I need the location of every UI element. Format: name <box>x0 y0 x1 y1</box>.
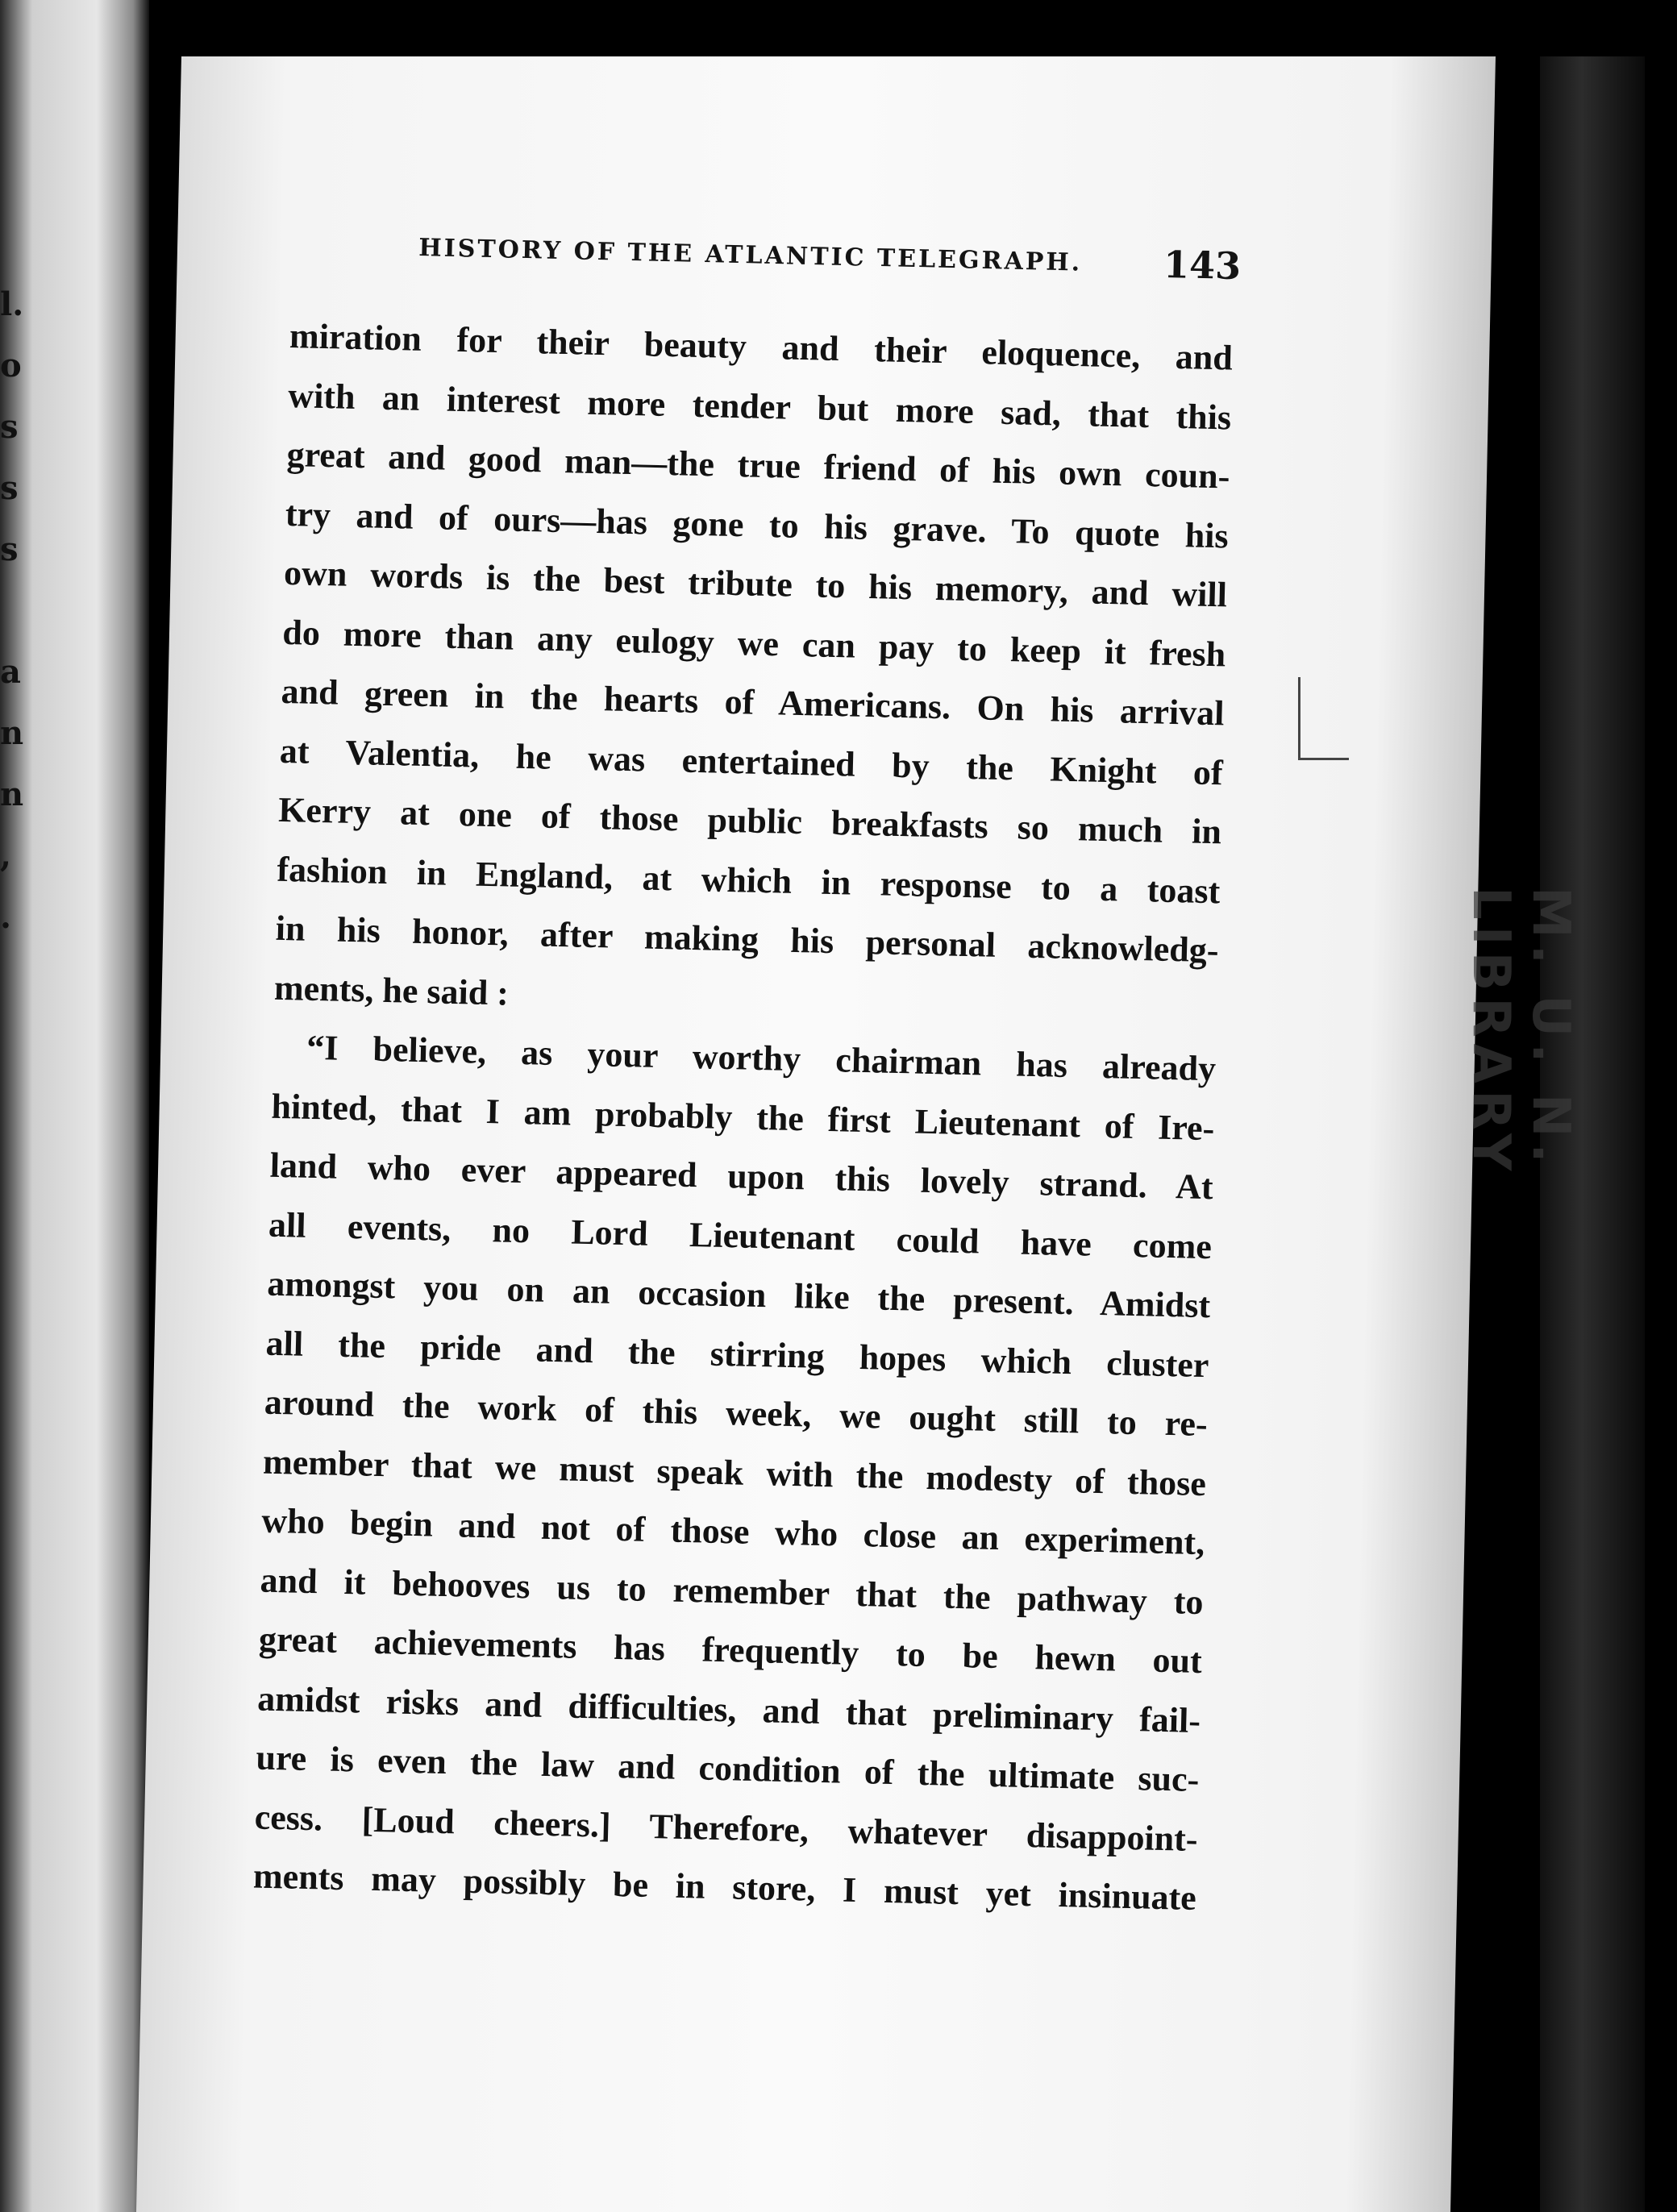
running-title: HISTORY OF THE ATLANTIC TELEGRAPH. <box>418 233 1083 277</box>
text-line: “I believe, as your worthy chairman has already <box>306 1027 1217 1089</box>
left-margin-char: s <box>0 530 19 568</box>
body-text <box>252 306 1233 1928</box>
page-number: 143 <box>1163 242 1242 289</box>
left-margin-char: s <box>0 408 19 446</box>
left-page-margin-text <box>0 274 32 948</box>
text-line: fashion in England, at which in response to a toast <box>276 849 1221 911</box>
text-line: amidst risks and difficulties, and that preliminary fail- <box>256 1678 1201 1740</box>
left-margin-char: a <box>0 653 21 691</box>
text-line: who begin and not of those who close an experiment, <box>260 1500 1205 1563</box>
text-line: land who ever appeared upon this lovely strand. At <box>269 1145 1214 1208</box>
text-line: around the work of this week, we ought still to re- <box>264 1382 1209 1445</box>
left-margin-char: s <box>0 469 19 507</box>
text-line: and it behooves us to remember that the pathway to <box>260 1560 1205 1622</box>
text-line: with an interest more tender but more sad, that this <box>287 375 1232 438</box>
left-margin-char: . <box>0 898 11 936</box>
text-line: ments may possibly be in store, I must yet insinuate <box>252 1856 1197 1919</box>
text-line: miration for their beauty and their eloquence, and <box>289 315 1234 378</box>
text-line: try and of ours—has gone to his grave. To quote his <box>285 493 1230 555</box>
library-stamp: M. U. N. LIBRARY <box>1461 887 1580 1178</box>
text-line: hinted, that I am probably the first Lieutenant of Ire- <box>271 1086 1215 1148</box>
left-margin-char <box>0 580 32 642</box>
text-line: member that we must speak with the modesty of those <box>262 1441 1207 1503</box>
text-line: great and good man—the true friend of his own coun- <box>286 434 1230 497</box>
left-margin-char: , <box>0 837 11 875</box>
text-line: own words is the best tribute to his memory, and will <box>283 552 1228 615</box>
left-margin-char: n <box>0 775 24 813</box>
text-line: at Valentia, he was entertained by the Knight of <box>279 730 1224 792</box>
text-line: great achievements has frequently to be hewn out <box>258 1619 1203 1682</box>
margin-pencil-mark <box>1298 677 1349 760</box>
text-line: Kerry at one of those public breakfasts so much in <box>277 789 1222 852</box>
text-line: do more than any eulogy we can pay to keep it fresh <box>281 612 1226 674</box>
text-line: all events, no Lord Lieutenant could have come <box>268 1204 1213 1266</box>
left-margin-char: l. <box>0 285 24 323</box>
text-line: and green in the hearts of Americans. On his arrival <box>281 671 1226 734</box>
text-line: amongst you on an occasion like the present. Amidst <box>266 1263 1211 1326</box>
left-margin-char: n <box>0 714 24 752</box>
text-line: in his honor, after making his personal acknowledg- <box>275 908 1220 971</box>
text-line: cess. [Loud cheers.] Therefore, whatever disappoint- <box>254 1796 1199 1859</box>
left-margin-char: o <box>0 347 22 385</box>
text-line: ments, he said : <box>273 967 510 1013</box>
text-line: ure is even the law and condition of the ultimate suc- <box>256 1737 1200 1800</box>
text-line: all the pride and the stirring hopes which cluster <box>265 1323 1209 1385</box>
